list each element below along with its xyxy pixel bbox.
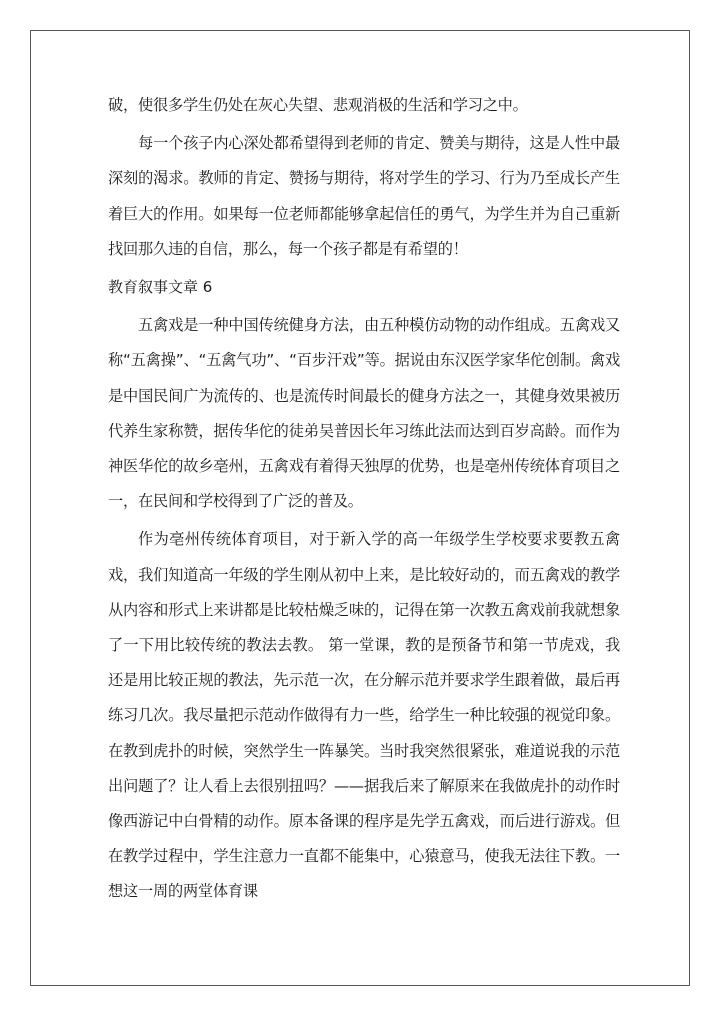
paragraph-expectation: 每一个孩子内心深处都希望得到老师的肯定、赞美与期待，这是人性中最深刻的渴求。教师的肯定、赞扬与期待，将对学生的学习、行为乃至成长产生着巨大的作用。如果每一位老师都能够拿起信任的勇气，为学生并为自己重新找回那久违的自信，那么，每一个孩子都是有希望的！: [108, 134, 620, 258]
section-title: 教育叙事文章 6: [108, 278, 213, 297]
document-body: [108, 88, 620, 913]
paragraph-teaching-story: 作为亳州传统体育项目，对于新入学的高一年级学生学校要求要教五禽戏，我们知道高一年级的学生刚从初中上来，是比较好动的，而五禽戏的教学从内容和形式上来讲都是比较枯燥乏味的，记得在第一次教五禽戏前我就想象了一下用比较传统的教法去教。 第一堂课，教的是预备节和第一节虎戏，我还是用比较正规的教法，先示范一次，在分解示范并要求学生跟着做，最后再练习几次。我尽量把示范动作做得有力一些，给学生一种比较强的视觉印象。在教到虎扑的时候，突然学生一阵暴笑。当时我突然很紧张，难道说我的示范出问题了？让人看上去很别扭吗？——据我后来了解原来在我做虎扑的动作时像西游记中白骨精的动作。原本备课的程序是先学五禽戏，而后进行游戏。但在教学过程中，学生注意力一直都不能集中，心猿意马，使我无法往下教。一想这一周的两堂体育课: [108, 530, 620, 901]
paragraph-continuation: 破，使很多学生仍处在灰心失望、悲观消极的生活和学习之中。: [108, 96, 528, 114]
paragraph-wuqinxi-intro: 五禽戏是一种中国传统健身方法，由五种模仿动物的动作组成。五禽戏又称“五禽操”、“五禽气功”、“百步汗戏”等。据说由东汉医学家华佗创制。禽戏是中国民间广为流传的、也是流传时间最长的健身方法之一，其健身效果被历代养生家称赞，据传华佗的徒弟吴普因长年习练此法而达到百岁高龄。而作为神医华佗的故乡亳州，五禽戏有着得天独厚的优势，也是亳州传统体育项目之一，在民间和学校得到了广泛的普及。: [108, 316, 620, 511]
